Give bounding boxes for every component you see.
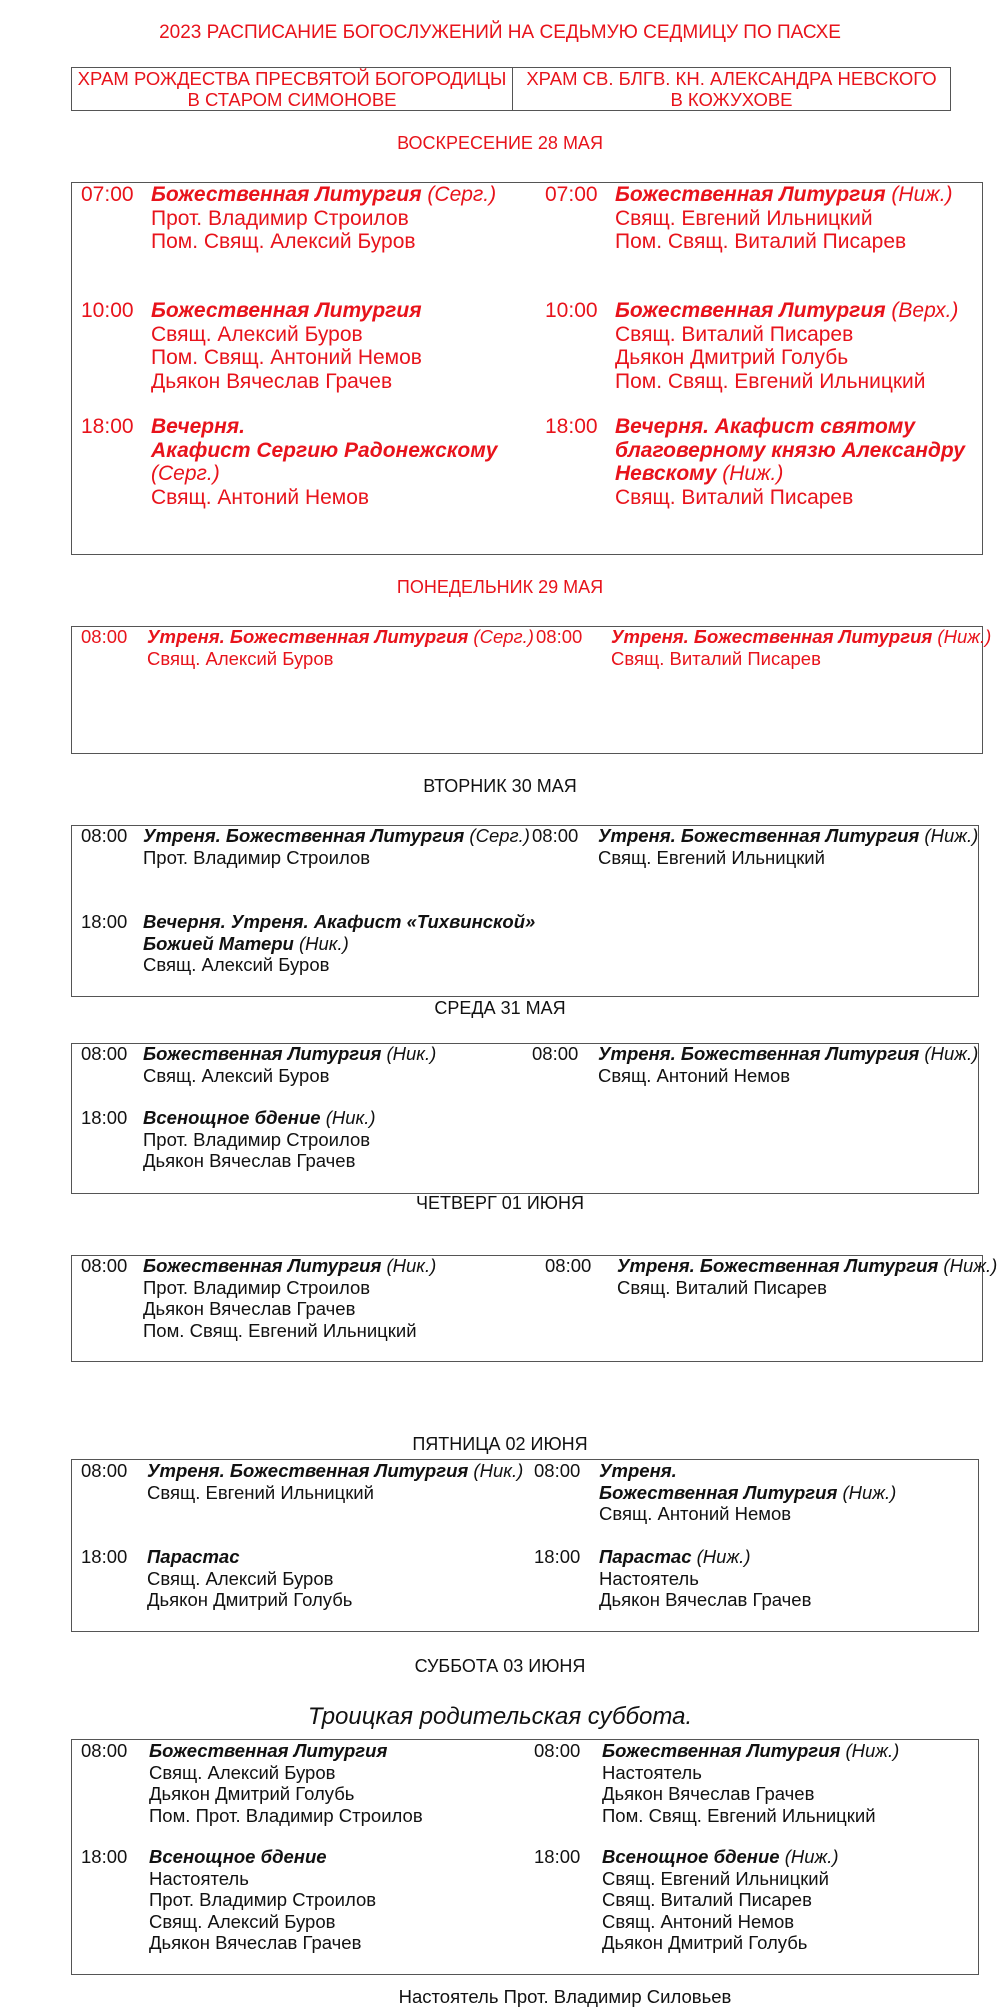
clergy-name: Прот. Владимир Строилов bbox=[151, 206, 409, 230]
day-heading-monday: ПОНЕДЕЛЬНИК 29 МАЯ bbox=[396, 577, 604, 597]
clergy-name: Дьякон Дмитрий Голубь bbox=[615, 346, 849, 369]
day-heading-friday: ПЯТНИЦА 02 ИЮНЯ bbox=[412, 1434, 588, 1454]
clergy-name: Дьякон Вячеслав Грачев bbox=[143, 1150, 356, 1171]
chapel-label: (Серг.) bbox=[468, 626, 534, 647]
event-time: 18:00 bbox=[81, 1846, 128, 1867]
clergy-name: Свящ. Виталий Писарев bbox=[615, 322, 854, 346]
event-details bbox=[143, 825, 530, 868]
chapel-label: (Ниж.) bbox=[840, 1740, 900, 1761]
event-time: 08:00 bbox=[81, 1460, 128, 1481]
event-time: 08:00 bbox=[534, 1460, 581, 1481]
service-name: Всенощное бдение bbox=[143, 1107, 321, 1128]
chapel-label: (Ник.) bbox=[468, 1460, 524, 1481]
event-details bbox=[599, 1460, 896, 1525]
event-time: 08:00 bbox=[545, 1255, 592, 1276]
event-details bbox=[602, 1740, 899, 1826]
clergy-name: Дьякон Дмитрий Голубь bbox=[147, 1589, 353, 1610]
service-name: Божественная Литургия bbox=[151, 183, 422, 206]
event-time: 08:00 bbox=[81, 626, 128, 647]
service-name: Акафист Сергию Радонежскому bbox=[151, 438, 498, 462]
church-simonovo-place: В СТАРОМ СИМОНОВЕ bbox=[187, 88, 397, 110]
event-details bbox=[147, 626, 534, 669]
clergy-name: Свящ. Евгений Ильницкий bbox=[602, 1867, 829, 1889]
clergy-name: Свящ. Евгений Ильницкий bbox=[147, 1481, 374, 1503]
event-details bbox=[151, 299, 422, 393]
chapel-label: (Ниж.) bbox=[885, 183, 953, 206]
clergy-name: Свящ. Алексий Буров bbox=[147, 1567, 334, 1589]
event-time: 18:00 bbox=[534, 1546, 581, 1567]
service-name: благоверному князю Александру bbox=[615, 438, 965, 462]
event-details bbox=[611, 626, 991, 669]
church-nevsky bbox=[513, 68, 950, 111]
clergy-name: Дьякон Вячеслав Грачев bbox=[151, 369, 393, 393]
service-name: Парастас bbox=[147, 1546, 240, 1567]
event-details bbox=[151, 415, 497, 509]
chapel-label: (Ниж.) bbox=[919, 1043, 979, 1064]
clergy-name: Свящ. Алексий Буров bbox=[151, 322, 363, 346]
event-details bbox=[615, 415, 965, 509]
service-name: Невскому bbox=[615, 462, 717, 485]
event-time: 18:00 bbox=[81, 1546, 128, 1567]
service-name: Божественная Литургия bbox=[143, 1043, 382, 1064]
service-name: Утреня. Божественная Литургия bbox=[143, 825, 465, 846]
event-time: 08:00 bbox=[81, 1043, 128, 1064]
day-heading-tuesday: ВТОРНИК 30 МАЯ bbox=[423, 776, 577, 796]
chapel-label: (Серг.) bbox=[421, 183, 497, 206]
clergy-name: Прот. Владимир Строилов bbox=[143, 1276, 371, 1298]
service-name: Божественная Литургия bbox=[615, 183, 886, 206]
clergy-name: Свящ. Алексий Буров bbox=[143, 1064, 330, 1086]
service-name: Утреня. Божественная Литургия bbox=[147, 1460, 469, 1481]
service-name: Божественная Литургия bbox=[143, 1255, 382, 1276]
clergy-name: Свящ. Виталий Писарев bbox=[602, 1889, 812, 1910]
event-details bbox=[143, 911, 535, 976]
clergy-name: Дьякон Вячеслав Грачев bbox=[602, 1783, 815, 1804]
service-name: Божественная Литургия bbox=[602, 1740, 841, 1761]
chapel-label: (Верх.) bbox=[885, 299, 959, 322]
service-name: Божественная Литургия bbox=[615, 299, 886, 322]
church-simonovo-name: ХРАМ РОЖДЕСТВА ПРЕСВЯТОЙ БОГОРОДИЦЫ bbox=[77, 68, 507, 89]
service-name: Парастас bbox=[599, 1546, 692, 1567]
clergy-name: Пом. Свящ. Антоний Немов bbox=[151, 346, 422, 369]
event-time: 08:00 bbox=[81, 1740, 128, 1761]
chapel-label: (Ниж.) bbox=[837, 1481, 897, 1503]
chapel-label: (Ниж.) bbox=[919, 825, 979, 846]
clergy-name: Дьякон Вячеслав Грачев bbox=[149, 1932, 362, 1953]
event-details bbox=[143, 1107, 376, 1172]
clergy-name: Настоятель bbox=[599, 1567, 699, 1589]
event-details bbox=[602, 1846, 839, 1954]
service-name: Утреня. bbox=[599, 1460, 677, 1481]
day-heading-sunday: ВОСКРЕСЕНИЕ 28 МАЯ bbox=[397, 133, 603, 153]
church-simonovo bbox=[72, 68, 512, 111]
chapel-label: (Ниж.) bbox=[691, 1546, 751, 1567]
service-name: Божественная Литургия bbox=[151, 299, 422, 322]
chapel-label: (Ник.) bbox=[293, 932, 349, 954]
clergy-name: Пом. Свящ. Евгений Ильницкий bbox=[615, 369, 926, 393]
event-time: 18:00 bbox=[81, 415, 134, 438]
clergy-name: Свящ. Антоний Немов bbox=[151, 485, 370, 509]
chapel-label: (Ниж.) bbox=[938, 1255, 998, 1276]
clergy-name: Свящ. Виталий Писарев bbox=[617, 1276, 827, 1298]
event-details bbox=[615, 299, 958, 393]
chapel-label: (Ник.) bbox=[381, 1043, 437, 1064]
clergy-name: Пом. Свящ. Виталий Писарев bbox=[615, 230, 907, 253]
church-header-table bbox=[71, 67, 951, 111]
event-time: 07:00 bbox=[545, 183, 598, 206]
service-name: Утреня. Божественная Литургия bbox=[147, 626, 469, 647]
chapel-label: (Ник.) bbox=[381, 1255, 437, 1276]
event-time: 18:00 bbox=[534, 1846, 581, 1867]
clergy-name: Свящ. Евгений Ильницкий bbox=[598, 846, 825, 868]
clergy-name: Пом. Свящ. Алексий Буров bbox=[151, 230, 416, 253]
service-name: Вечерня. Акафист святому bbox=[615, 415, 916, 438]
clergy-name: Свящ. Антоний Немов bbox=[602, 1910, 795, 1932]
service-name: Утреня. Божественная Литургия bbox=[611, 626, 933, 647]
event-time: 08:00 bbox=[81, 825, 128, 846]
event-time: 08:00 bbox=[532, 825, 579, 846]
day-heading-thursday: ЧЕТВЕРГ 01 ИЮНЯ bbox=[416, 1193, 584, 1213]
service-name: Всенощное бдение bbox=[602, 1846, 780, 1867]
event-details bbox=[599, 1546, 811, 1611]
event-time: 18:00 bbox=[81, 911, 128, 932]
clergy-name: Пом. Свящ. Евгений Ильницкий bbox=[602, 1804, 876, 1826]
clergy-name: Дьякон Дмитрий Голубь bbox=[149, 1783, 355, 1804]
chapel-label: (Ниж.) bbox=[932, 626, 992, 647]
event-details bbox=[598, 1043, 978, 1086]
clergy-name: Дьякон Дмитрий Голубь bbox=[602, 1932, 808, 1953]
event-time: 08:00 bbox=[536, 626, 583, 647]
service-name: Божественная Литургия bbox=[599, 1481, 838, 1503]
event-details bbox=[143, 1043, 436, 1086]
clergy-name: Дьякон Вячеслав Грачев bbox=[599, 1589, 812, 1610]
service-name: Всенощное бдение bbox=[149, 1846, 327, 1867]
event-time: 07:00 bbox=[81, 183, 134, 206]
event-time: 10:00 bbox=[545, 299, 598, 322]
church-nevsky-place: В КОЖУХОВЕ bbox=[670, 88, 793, 110]
event-time: 08:00 bbox=[532, 1043, 579, 1064]
clergy-name: Свящ. Евгений Ильницкий bbox=[615, 206, 873, 230]
clergy-name: Свящ. Антоний Немов bbox=[598, 1064, 791, 1086]
event-time: 08:00 bbox=[81, 1255, 128, 1276]
service-name: Божией Матери bbox=[143, 932, 294, 954]
event-details bbox=[147, 1546, 352, 1611]
clergy-name: Свящ. Алексий Буров bbox=[147, 647, 334, 669]
clergy-name: Прот. Владимир Строилов bbox=[143, 1128, 371, 1150]
event-details bbox=[149, 1740, 423, 1826]
service-name: Божественная Литургия bbox=[149, 1740, 388, 1761]
clergy-name: Прот. Владимир Строилов bbox=[143, 846, 371, 868]
event-details bbox=[151, 183, 496, 254]
service-name: Вечерня. bbox=[151, 415, 245, 438]
service-name: Утреня. Божественная Литургия bbox=[598, 825, 920, 846]
event-details bbox=[143, 1255, 436, 1341]
rector-signature: Настоятель Прот. Владимир Силовьев bbox=[398, 1986, 732, 2007]
clergy-name: Настоятель bbox=[602, 1761, 702, 1783]
event-details bbox=[617, 1255, 997, 1298]
clergy-name: Свящ. Антоний Немов bbox=[599, 1503, 792, 1524]
service-name: Утреня. Божественная Литургия bbox=[598, 1043, 920, 1064]
chapel-label: (Ниж.) bbox=[779, 1846, 839, 1867]
feast-title: Троицкая родительская суббота. bbox=[307, 1703, 693, 1730]
event-details bbox=[615, 183, 953, 254]
chapel-label: (Ник.) bbox=[320, 1107, 376, 1128]
clergy-name: Прот. Владимир Строилов bbox=[149, 1889, 377, 1910]
clergy-name: Свящ. Виталий Писарев bbox=[615, 485, 854, 509]
clergy-name: Настоятель bbox=[149, 1867, 249, 1889]
event-time: 18:00 bbox=[81, 1107, 128, 1128]
event-time: 08:00 bbox=[534, 1740, 581, 1761]
page-title: 2023 РАСПИСАНИЕ БОГОСЛУЖЕНИЙ НА СЕДЬМУЮ СЕДМИЦУ ПО ПАСХЕ bbox=[159, 22, 841, 43]
event-details bbox=[598, 825, 978, 868]
service-name: Утреня. Божественная Литургия bbox=[617, 1255, 939, 1276]
event-details bbox=[149, 1846, 376, 1954]
event-time: 18:00 bbox=[545, 415, 598, 438]
clergy-name: Свящ. Алексий Буров bbox=[149, 1761, 336, 1783]
clergy-name: Дьякон Вячеслав Грачев bbox=[143, 1298, 356, 1319]
clergy-name: Пом. Свящ. Евгений Ильницкий bbox=[143, 1319, 417, 1341]
clergy-name: Свящ. Алексий Буров bbox=[143, 954, 330, 975]
service-name: Вечерня. Утреня. Акафист «Тихвинской» bbox=[143, 911, 536, 932]
church-nevsky-name: ХРАМ СВ. БЛГВ. КН. АЛЕКСАНДРА НЕВСКОГО bbox=[526, 68, 937, 89]
clergy-name: Свящ. Алексий Буров bbox=[149, 1910, 336, 1932]
event-details bbox=[147, 1460, 523, 1503]
chapel-label: (Серг.) bbox=[464, 825, 530, 846]
chapel-label: (Серг.) bbox=[151, 462, 220, 485]
event-time: 10:00 bbox=[81, 299, 134, 322]
chapel-label: (Ниж.) bbox=[716, 462, 784, 485]
day-heading-wednesday: СРЕДА 31 МАЯ bbox=[434, 998, 566, 1018]
clergy-name: Пом. Прот. Владимир Строилов bbox=[149, 1804, 423, 1826]
clergy-name: Свящ. Виталий Писарев bbox=[611, 647, 821, 669]
day-heading-saturday: СУББОТА 03 ИЮНЯ bbox=[414, 1656, 586, 1676]
